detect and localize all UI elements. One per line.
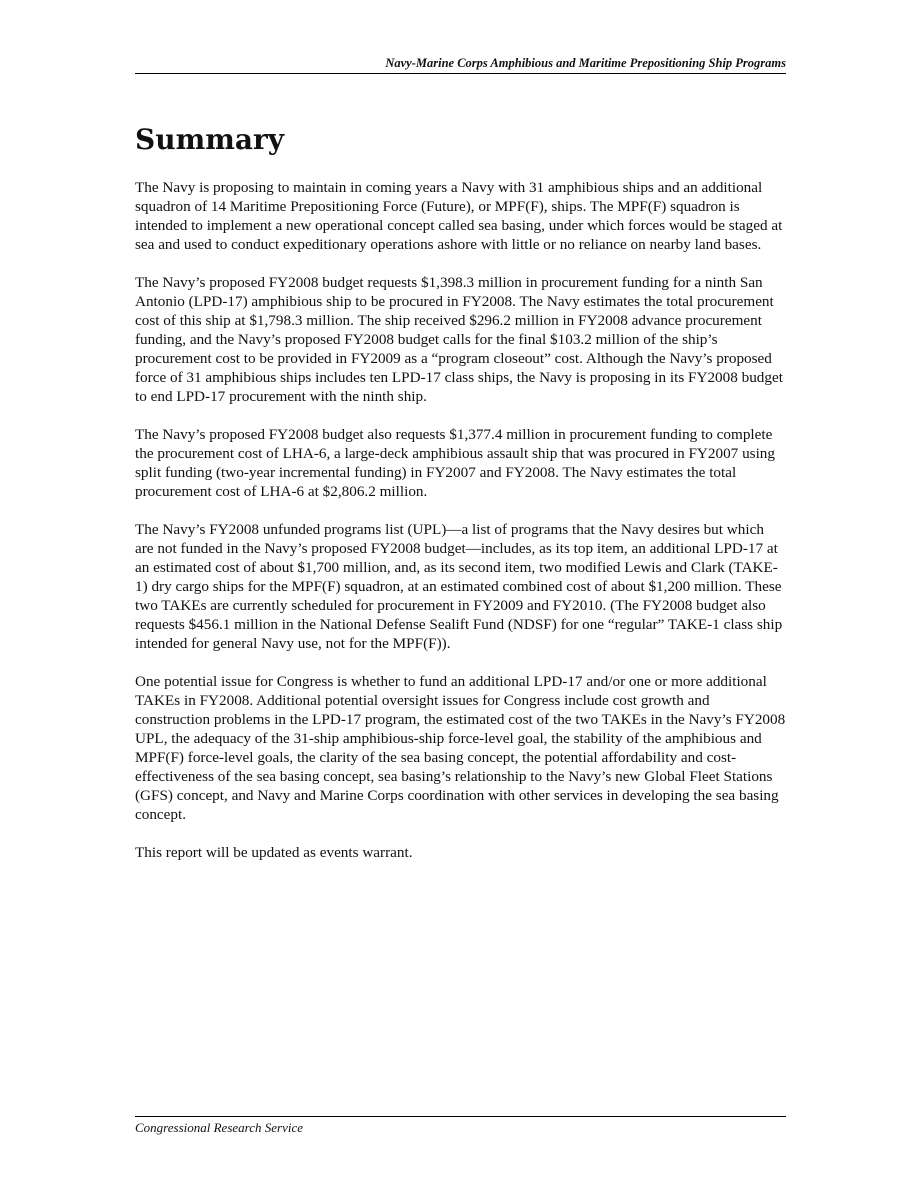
footer-divider bbox=[135, 1116, 786, 1117]
section-title: Summary bbox=[135, 123, 284, 156]
paragraph-5: One potential issue for Congress is whether to fund an additional LPD-17 and/or one or more additional TAKEs in FY2008. Additional potential oversight issues for Congress include cost growth and construction problems in the LPD-17 program, the estimated cost of the two TAKEs in the Navy’s FY2008 UPL, the adequacy of the 31-ship amphibious-ship force-level goal, the stability of the amphibious and MPF(F) force-level goals, the clarity of the sea basing concept, the potential affordability and cost-effectiveness of the sea basing concept, sea basing’s relationship to the Navy’s new Global Fleet Stations (GFS) concept, and Navy and Marine Corps coordination with other services in developing the sea basing concept. bbox=[135, 673, 786, 823]
paragraph-3: The Navy’s proposed FY2008 budget also requests $1,377.4 million in procurement funding to complete the procurement cost of LHA-6, a large-deck amphibious assault ship that was procured in FY2007 using split funding (two-year incremental funding) in FY2007 and FY2008. The Navy estimates the total procurement cost of LHA-6 at $2,806.2 million. bbox=[135, 426, 775, 500]
running-footer: Congressional Research Service bbox=[135, 1120, 303, 1135]
paragraph-1: The Navy is proposing to maintain in coming years a Navy with 31 amphibious ships and an additional squadron of 14 Maritime Prepositioning Force (Future), or MPF(F), ships. The MPF(F) squadron is intended to implement a new operational concept called sea basing, under which forces would be staged at sea and used to conduct expeditionary operations ashore with little or no reliance on nearby land bases. bbox=[135, 179, 783, 253]
paragraph-2: The Navy’s proposed FY2008 budget requests $1,398.3 million in procurement funding for a ninth San Antonio (LPD-17) amphibious ship to be procured in FY2008. The Navy estimates the total procurement cost of this ship at $1,798.3 million. The ship received $296.2 million in FY2008 advance procurement funding, and the Navy’s proposed FY2008 budget calls for the final $103.2 million of the ship’s procurement cost to be provided in FY2009 as a “program closeout” cost. Although the Navy’s proposed force of 31 amphibious ships includes ten LPD-17 class ships, the Navy is proposing in its FY2008 budget to end LPD-17 procurement with the ninth ship. bbox=[135, 274, 783, 405]
paragraph-4: The Navy’s FY2008 unfunded programs list (UPL)—a list of programs that the Navy desires but which are not funded in the Navy’s proposed FY2008 budget—includes, as its top item, an additional LPD-17 at an estimated cost of about $1,700 million, and, as its second item, two modified Lewis and Clark (TAKE-1) dry cargo ships for the MPF(F) squadron, at an estimated combined cost of about $1,200 million. These two TAKEs are currently scheduled for procurement in FY2009 and FY2010. (The FY2008 budget also requests $456.1 million in the National Defense Sealift Fund (NDSF) for one “regular” TAKE-1 class ship intended for general Navy use, not for the MPF(F)). bbox=[135, 521, 783, 652]
header-divider bbox=[135, 73, 786, 74]
running-header: Navy-Marine Corps Amphibious and Maritime Prepositioning Ship Programs bbox=[385, 56, 786, 70]
paragraph-6: This report will be updated as events warrant. bbox=[135, 844, 413, 861]
summary-body bbox=[135, 178, 786, 881]
